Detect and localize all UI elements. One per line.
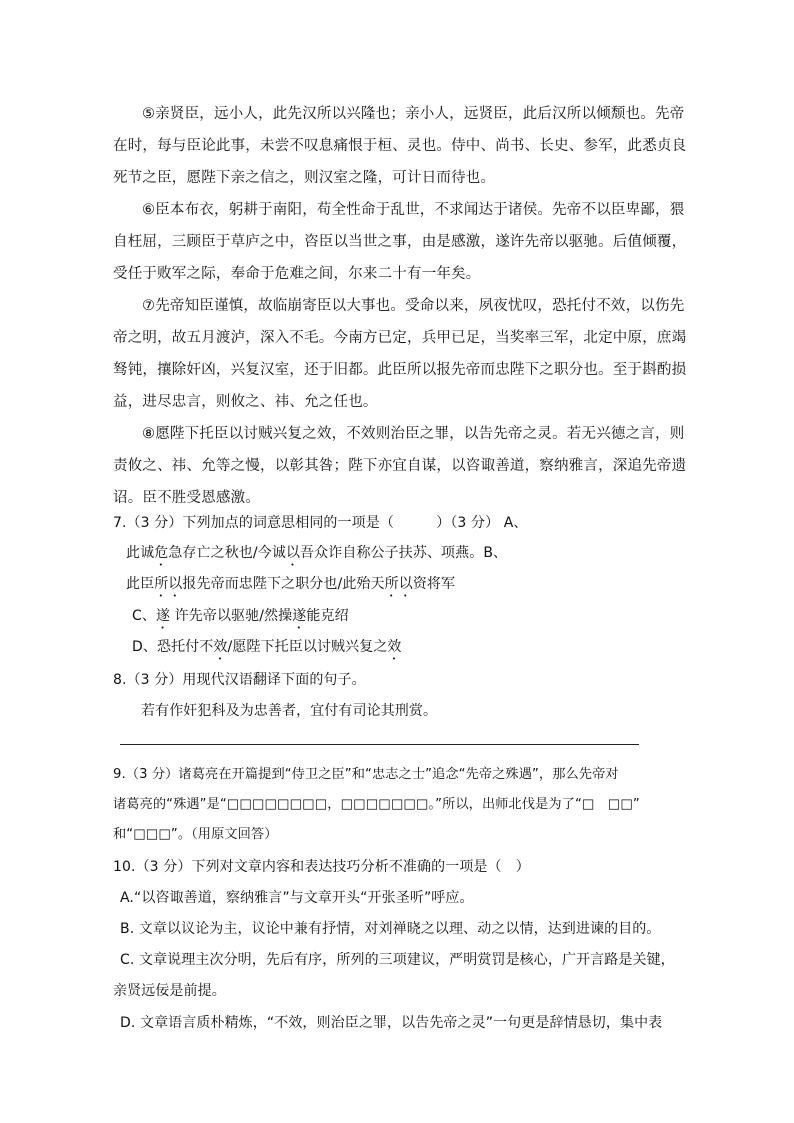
option-d-text: /愿陛下托臣以讨贼兴复之 bbox=[227, 639, 388, 655]
option-b-text: 此臣 bbox=[126, 576, 155, 592]
option-a-text: 吾众诈自称公子扶苏、项燕。B、 bbox=[300, 545, 508, 561]
option-c-text: C、 bbox=[132, 608, 156, 624]
dotted-word: 危 bbox=[154, 545, 169, 561]
question-10-option-d: D. 文章语言质朴精炼，“不效，则治臣之罪，以告先帝之灵”一句更是辞情恳切，集中表 bbox=[120, 1015, 663, 1031]
question-9-line-1: 9.（3 分）诸葛亮在开篇提到“侍卫之臣”和“忠志之士”追念“先帝之殊遇”，那么先帝对 bbox=[113, 767, 619, 782]
question-10-option-c: C. 文章说理主次分明，先后有序，所列的三项建议，严明赏罚是核心，广开言路是关键， bbox=[120, 952, 675, 968]
dotted-word: 所以 bbox=[154, 576, 183, 592]
question-10-option-b: B. 文章以议论为主，议论中兼有抒情，对刘禅晓之以理、动之以情，达到进谏的目的。 bbox=[120, 921, 661, 937]
question-7-option-b bbox=[126, 573, 455, 600]
question-10-stem: 10.（3 分）下列对文章内容和表达技巧分析不准确的一项是（ ） bbox=[113, 859, 530, 875]
question-9-line-3: 和“□□□”。（用原文回答） bbox=[113, 827, 278, 842]
question-7-option-a bbox=[126, 542, 507, 569]
option-b-text: 报先帝而忠陛下之职分也/此殆天 bbox=[182, 576, 385, 592]
dotted-word: 效 bbox=[213, 639, 228, 655]
passage-paragraph-6: ⑥臣本布衣，躬耕于南阳，苟全性命于乱世，不求闻达于诸侯。先帝不以臣卑鄙，猥自枉屈，三顾臣于草庐之中，咨臣以当世之事，由是感激，遂许先帝以驱驰。后值倾覆，受任于败军之际，奉命于危难之间，尔来二十有一年矣。 bbox=[113, 202, 687, 282]
option-b-text: 资将军 bbox=[412, 576, 456, 592]
option-a-text: 此诚 bbox=[126, 545, 155, 561]
answer-line[interactable] bbox=[120, 744, 639, 745]
passage-paragraph-8: ⑧愿陛下托臣以讨贼兴复之效，不效则治臣之罪，以告先帝之灵。若无兴德之言，则责攸之、祎、允等之慢，以彰其咎；陛下亦宜自谋，以咨诹善道，察纳雅言，深追先帝遗诏。臣不胜受恩感激。 bbox=[113, 426, 687, 506]
option-d-text: D、恐托付不 bbox=[132, 639, 214, 655]
question-7-option-d bbox=[132, 636, 402, 663]
dotted-word: 所以 bbox=[384, 576, 413, 592]
question-10-option-c-cont: 亲贤远佞是前提。 bbox=[113, 983, 226, 999]
dotted-word: 效 bbox=[387, 639, 402, 655]
passage-paragraph-5: ⑤亲贤臣，远小人，此先汉所以兴隆也；亲小人，远贤臣，此后汉所以倾颓也。先帝在时，每与臣论此事，未尝不叹息痛恨于桓、灵也。侍中、尚书、长史、参军，此悉贞良死节之臣，愿陛下亲之信之，则汉室之隆，可计日而待也。 bbox=[113, 106, 687, 186]
option-c-text: 能克绍 bbox=[306, 608, 349, 624]
question-7-stem: 7.（3 分）下列加点的词意思相同的一项是（ ）（3 分） A、 bbox=[113, 515, 528, 531]
dotted-word: 遂 bbox=[155, 608, 171, 624]
question-8-stem: 8.（3 分）用现代汉语翻译下面的句子。 bbox=[113, 672, 366, 688]
dotted-word: 遂 bbox=[292, 608, 307, 624]
question-7-option-c bbox=[132, 605, 349, 632]
dotted-word: 以 bbox=[285, 545, 301, 561]
option-a-text: 急存亡之秋也/今诚 bbox=[168, 545, 286, 561]
option-c-text: 许先帝以驱驰/然操 bbox=[170, 608, 293, 624]
question-10-option-a: A.“以咨诹善道，察纳雅言”与文章开头“开张圣听”呼应。 bbox=[120, 890, 474, 906]
passage-paragraph-7: ⑦先帝知臣谨慎，故临崩寄臣以大事也。受命以来，夙夜忧叹，恐托付不效，以伤先帝之明，故五月渡泸，深入不毛。今南方已定，兵甲已足，当奖率三军，北定中原，庶竭驽钝，攘除奸凶，兴复汉室，还于旧都。此臣所以报先帝而忠陛下之职分也。至于斟酌损益，进尽忠言，则攸之、祎、允之任也。 bbox=[113, 298, 687, 410]
question-9-line-2: 诸葛亮的“殊遇”是“□□□□□□□□，□□□□□□□。”所以，出师北伐是为了“□ □□” bbox=[113, 797, 640, 812]
question-8-sentence: 若有作奸犯科及为忠善者，宜付有司论其刑赏。 bbox=[141, 703, 438, 719]
